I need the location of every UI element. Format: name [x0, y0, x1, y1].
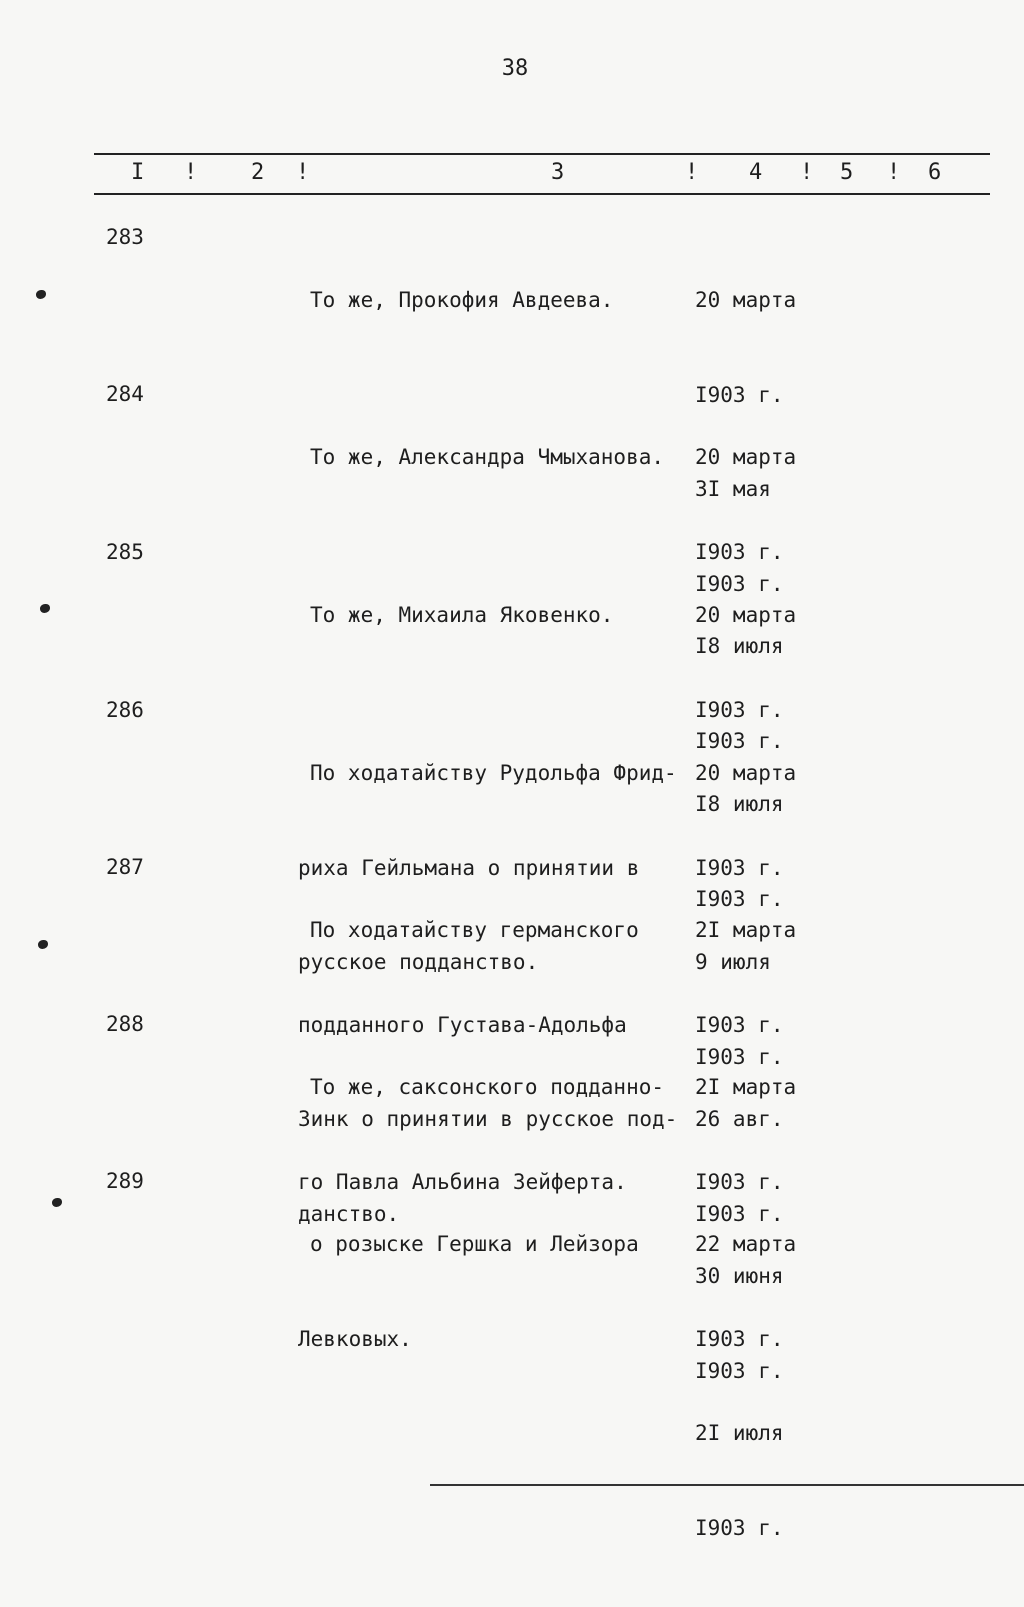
- title-line: Левковых.: [298, 1326, 412, 1351]
- date-line: 2I марта: [695, 1075, 797, 1099]
- title-line: русское подданство.: [298, 950, 539, 974]
- date-line: I903 г.: [695, 1326, 784, 1351]
- date-line: 22 марта: [695, 1232, 797, 1256]
- table-header-top-rule: [94, 153, 990, 155]
- record-number: 283: [106, 225, 144, 249]
- record-title: [310, 537, 705, 695]
- title-line: То же, Александра Чмыханова.: [310, 445, 665, 469]
- column-header-3: 3: [551, 160, 565, 185]
- date-line: I903 г.: [695, 1012, 784, 1037]
- title-line: данство.: [298, 1201, 400, 1226]
- title-line: По ходатайству германского: [310, 918, 639, 942]
- title-line: То же, Прокофия Авдеева.: [310, 288, 614, 312]
- record-title: [310, 379, 705, 537]
- title-line: о розыске Гершка и Лейзора: [310, 1232, 639, 1256]
- column-separator: !: [887, 160, 901, 185]
- title-line: По ходатайству Рудольфа Фрид-: [310, 761, 677, 785]
- title-line: подданного Густава-Адольфа: [298, 1012, 627, 1037]
- page-number: 38: [501, 56, 529, 81]
- date-line: 2I марта: [695, 918, 797, 942]
- column-separator: !: [685, 160, 699, 185]
- record-title: [310, 222, 705, 380]
- record-number: 288: [106, 1012, 144, 1036]
- title-line: То же, Михаила Яковенко.: [310, 603, 614, 627]
- column-header-2: 2: [251, 160, 265, 185]
- date-line: I903 г.: [695, 382, 784, 407]
- date-line: 3I мая: [695, 477, 771, 501]
- date-line: I903 г.: [695, 1044, 784, 1069]
- table-row: [0, 1166, 1024, 1540]
- date-line: 30 июня: [695, 1264, 784, 1288]
- date-line: I903 г.: [695, 728, 784, 753]
- date-line: I903 г.: [695, 886, 784, 911]
- date-line: 2I июля: [695, 1421, 784, 1445]
- date-line: 20 марта: [695, 288, 797, 312]
- record-number: 284: [106, 382, 144, 406]
- column-header-5: 5: [840, 160, 854, 185]
- record-number: 287: [106, 855, 144, 879]
- title-line: То же, саксонского подданно-: [310, 1075, 665, 1099]
- record-number: 289: [106, 1169, 144, 1193]
- column-header-1: I: [131, 160, 145, 185]
- record-number: 286: [106, 698, 144, 722]
- table-header-bottom-rule: [94, 193, 990, 195]
- date-line: I8 июля: [695, 634, 784, 658]
- date-line: 26 авг.: [695, 1107, 784, 1131]
- date-line: I8 июля: [695, 792, 784, 816]
- date-line: 9 июля: [695, 950, 771, 974]
- date-line: I903 г.: [695, 1169, 784, 1194]
- date-line: I903 г.: [695, 855, 784, 880]
- date-line: I903 г.: [695, 1515, 784, 1540]
- date-line: 20 марта: [695, 445, 797, 469]
- record-number: 285: [106, 540, 144, 564]
- date-line: 20 марта: [695, 603, 797, 627]
- scan-edge-line: [430, 1484, 1024, 1486]
- column-separator: !: [800, 160, 814, 185]
- date-line: I903 г.: [695, 1201, 784, 1226]
- title-line: Зинк о принятии в русское под-: [298, 1107, 678, 1131]
- title-line: риха Гейльмана о принятии в: [298, 855, 640, 880]
- column-header-6: 6: [928, 160, 942, 185]
- column-separator: !: [296, 160, 310, 185]
- date-line: I903 г.: [695, 571, 784, 596]
- record-title: [298, 1166, 693, 1418]
- column-header-4: 4: [749, 160, 763, 185]
- date-line: I903 г.: [695, 539, 784, 564]
- date-line: 20 марта: [695, 761, 797, 785]
- column-separator: !: [184, 160, 198, 185]
- title-line: го Павла Альбина Зейферта.: [298, 1169, 627, 1194]
- record-dates: [695, 1166, 845, 1607]
- date-line: I903 г.: [695, 697, 784, 722]
- date-line: I903 г.: [695, 1358, 784, 1383]
